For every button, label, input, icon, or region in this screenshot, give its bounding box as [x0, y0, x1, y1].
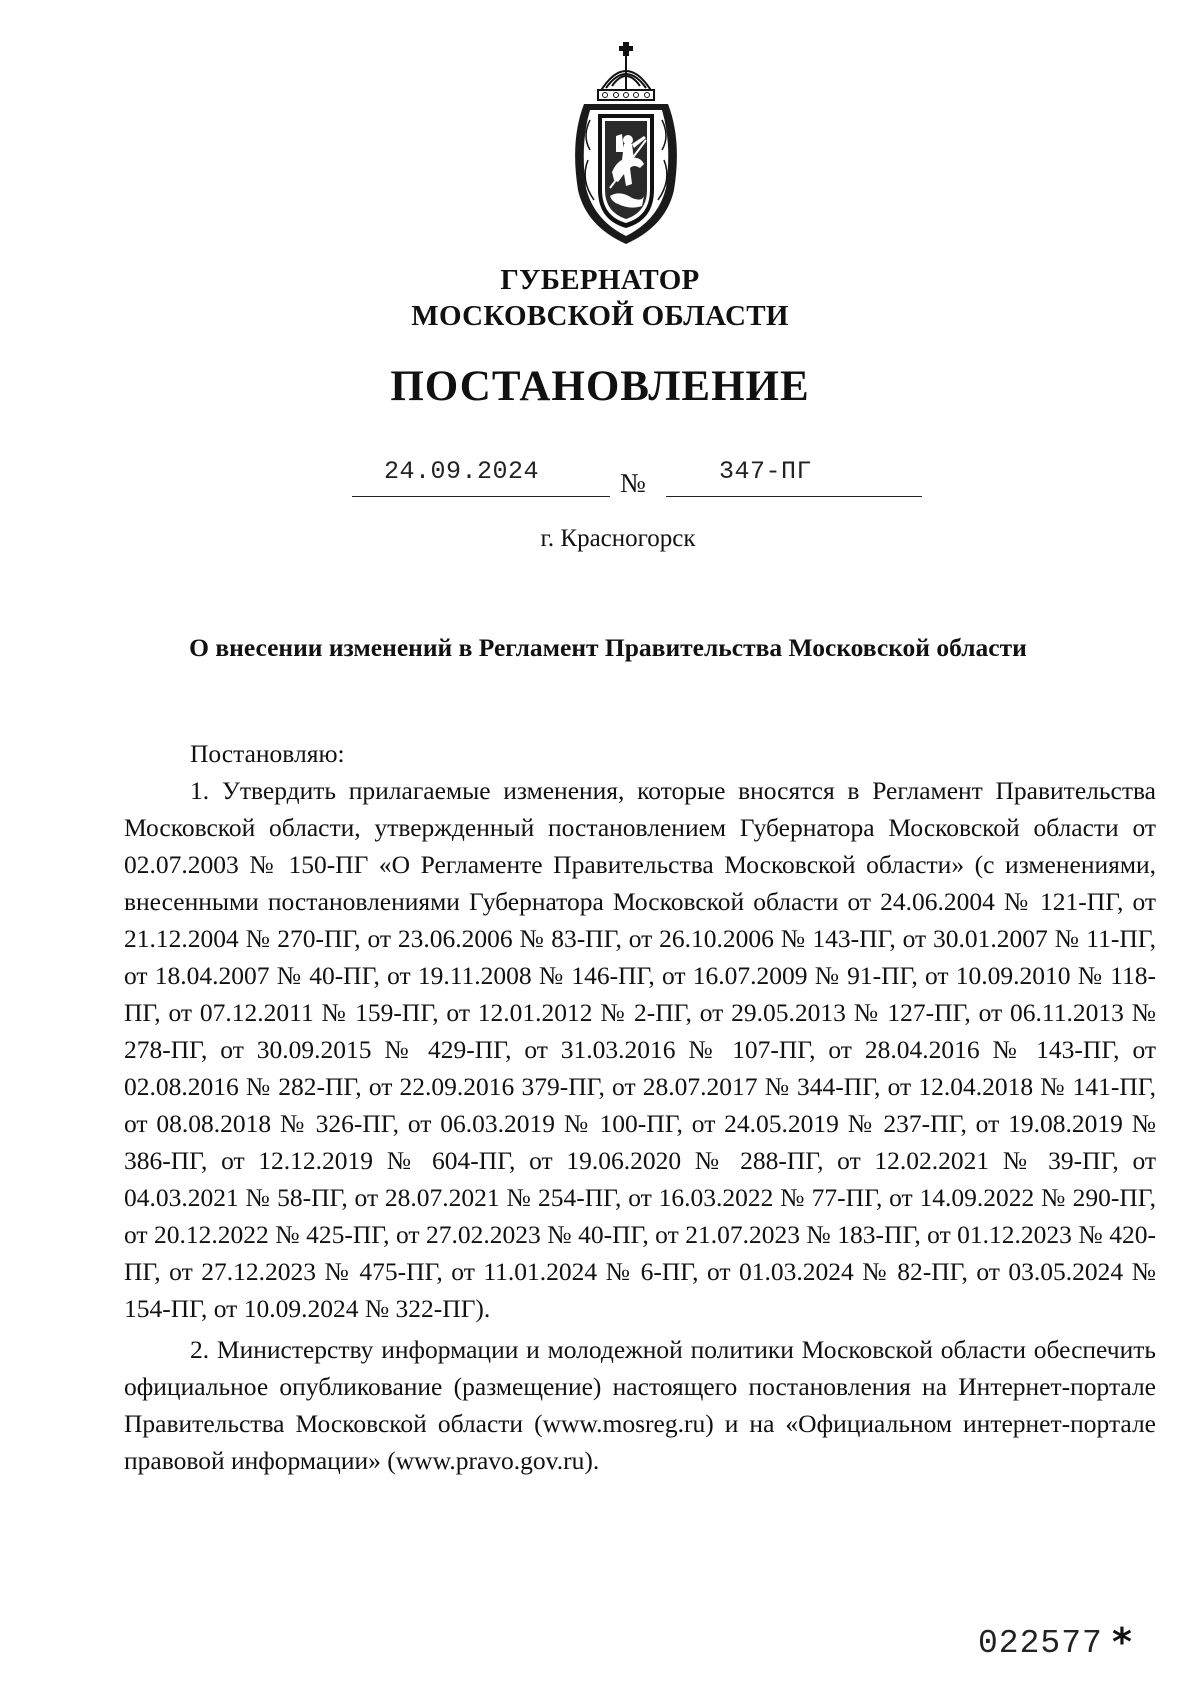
- paragraph-2: 2. Министерству информации и молодежной политики Московской области обеспечить официальное опубликование (размещение) настоящего постановления на Интернет-портале Правительства Московской области (www.mosreg.ru) и на «Официальном интернет-портале правовой информации» (www.pravo.gov.ru).: [124, 1335, 1156, 1475]
- document-number: 347-ПГ: [719, 457, 813, 486]
- issue-city: г. Красногорск: [540, 525, 696, 552]
- document-body: [124, 735, 1156, 1479]
- asterisk-mark: *: [1112, 1620, 1132, 1664]
- registration-number: 022577: [978, 1625, 1103, 1662]
- document-date: 24.09.2024: [384, 457, 540, 486]
- document-title: О внесении изменений в Регламент Правительства Московской области: [189, 633, 1027, 662]
- organization-name-line2: МОСКОВСКОЙ ОБЛАСТИ: [411, 300, 789, 332]
- organization-name-line1: ГУБЕРНАТОР: [500, 264, 700, 296]
- date-underline: [352, 496, 610, 497]
- number-sign: №: [620, 468, 646, 498]
- document-type: ПОСТАНОВЛЕНИЕ: [390, 363, 810, 410]
- opening-phrase: Постановляю:: [190, 739, 345, 768]
- number-underline: [666, 496, 922, 497]
- paragraph-1: 1. Утвердить прилагаемые изменения, которые вносятся в Регламент Правительства Московской области, утвержденный постановлением Губернатора Московской области от 02.07.2003 № 150-ПГ «О Регламенте Правительства Московской области» (с изменениями, внесенными постановлениями Губернатора Московской области от 24.06.2004 № 121-ПГ, от 21.12.2004 № 270-ПГ, от 23.06.2006 № 83-ПГ, от 26.10.2006 № 143-ПГ, от 30.01.2007 № 11-ПГ, от 18.04.2007 № 40-ПГ, от 19.11.2008 № 146-ПГ, от 16.07.2009 № 91-ПГ, от 10.09.2010 № 118-ПГ, от 07.12.2011 № 159-ПГ, от 12.01.2012 № 2-ПГ, от 29.05.2013 № 127-ПГ, от 06.11.2013 № 278-ПГ, от 30.09.2015 № 429-ПГ, от 31.03.2016 № 107-ПГ, от 28.04.2016 № 143-ПГ, от 02.08.2016 № 282-ПГ, от 22.09.2016 379-ПГ, от 28.07.2017 № 344-ПГ, от 12.04.2018 № 141-ПГ, от 08.08.2018 № 326-ПГ, от 06.03.2019 № 100-ПГ, от 24.05.2019 № 237-ПГ, от 19.08.2019 № 386-ПГ, от 12.12.2019 № 604-ПГ, от 19.06.2020 № 288-ПГ, от 12.02.2021 № 39-ПГ, от 04.03.2021 № 58-ПГ, от 28.07.2021 № 254-ПГ, от 16.03.2022 № 77-ПГ, от 14.09.2022 № 290-ПГ, от 20.12.2022 № 425-ПГ, от 27.02.2023 № 40-ПГ, от 21.07.2023 № 183-ПГ, от 01.12.2023 № 420-ПГ, от 27.12.2023 № 475-ПГ, от 11.01.2024 № 6-ПГ, от 01.03.2024 № 82-ПГ, от 03.05.2024 № 154-ПГ, от 10.09.2024 № 322-ПГ).: [124, 776, 1156, 1323]
- coat-of-arms-icon: [560, 40, 692, 250]
